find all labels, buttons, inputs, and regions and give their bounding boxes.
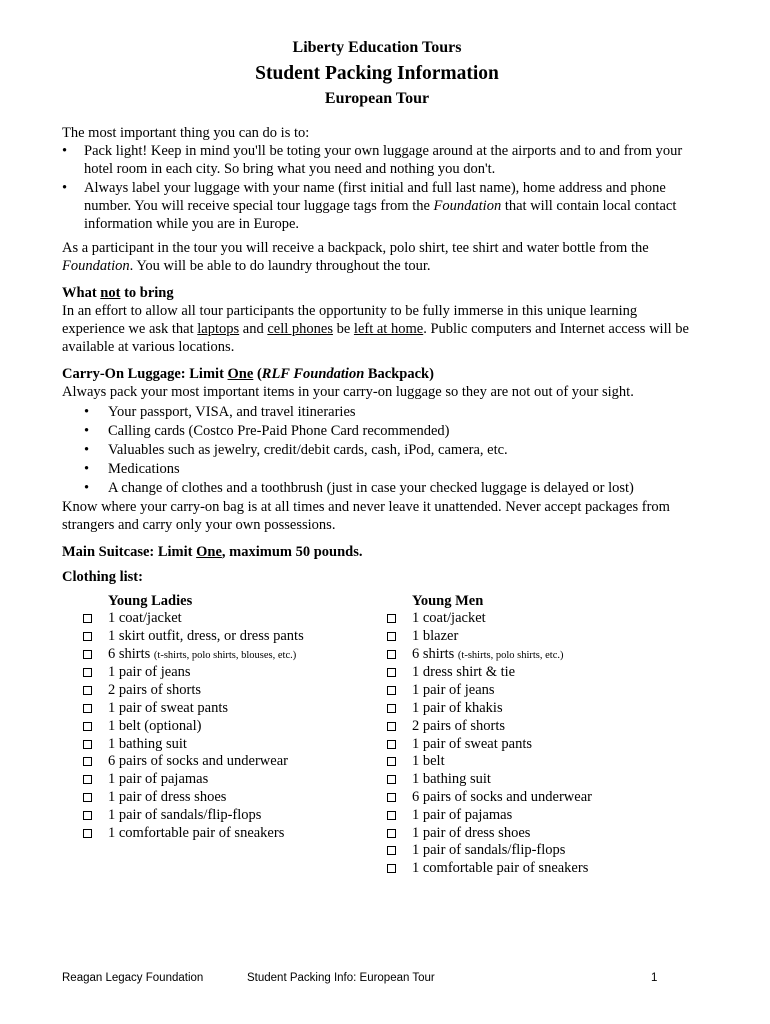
checkbox-icon[interactable] <box>83 793 92 802</box>
checkbox-icon[interactable] <box>387 668 396 677</box>
section-heading-not-bring: What not to bring <box>62 285 174 301</box>
intro-bullet-item: • Always label your luggage with your name (first initial and full last name), home address and phone number. You will receive special tour luggage tags from the Foundation that will contain local contact information while you are in Europe. <box>62 180 677 232</box>
checklist-item: 1 pair of sandals/flip-flops <box>82 807 372 825</box>
checklist-item: 1 pair of jeans <box>386 682 676 700</box>
intro-lead: The most important thing you can do is to: <box>62 125 310 141</box>
checkbox-icon[interactable] <box>387 811 396 820</box>
document-page <box>62 36 692 882</box>
ladies-column <box>82 592 372 842</box>
checkbox-icon[interactable] <box>83 650 92 659</box>
bullet-icon: • <box>62 180 68 196</box>
checklist-item: 1 pair of sweat pants <box>386 736 676 754</box>
checkbox-icon[interactable] <box>83 632 92 641</box>
participant-paragraph: As a participant in the tour you will receive a backpack, polo shirt, tee shirt and water bottle from the Foundation. You will be able to do laundry throughout the tour. <box>62 240 649 274</box>
section-heading-carry-on: Carry-On Luggage: Limit One (RLF Foundation Backpack) <box>62 366 434 382</box>
checklist-item: 1 belt <box>386 753 676 771</box>
checkbox-icon[interactable] <box>83 668 92 677</box>
checkbox-icon[interactable] <box>387 846 396 855</box>
checkbox-icon[interactable] <box>83 757 92 766</box>
checkbox-icon[interactable] <box>387 614 396 623</box>
men-column <box>386 592 676 878</box>
carry-on-item: • A change of clothes and a toothbrush (just in case your checked luggage is delayed or lost) <box>84 480 634 496</box>
shirts-note: (t-shirts, polo shirts, etc.) <box>457 649 564 661</box>
bullet-icon: • <box>84 461 90 477</box>
section-heading-main-suitcase: Main Suitcase: Limit One, maximum 50 pounds. <box>62 544 363 560</box>
checklist-item: 1 dress shirt & tie <box>386 664 676 682</box>
shirts-note: (t-shirts, polo shirts, blouses, etc.) <box>153 649 297 661</box>
checkbox-icon[interactable] <box>387 686 396 695</box>
page-title: Student Packing Information <box>255 63 499 84</box>
checkbox-icon[interactable] <box>387 740 396 749</box>
checkbox-icon[interactable] <box>83 614 92 623</box>
checklist-item: 6 pairs of socks and underwear <box>386 789 676 807</box>
org-name: Liberty Education Tours <box>292 39 462 56</box>
checklist-item: 1 skirt outfit, dress, or dress pants <box>82 628 372 646</box>
checkbox-icon[interactable] <box>83 775 92 784</box>
intro-bullet-list <box>62 142 692 233</box>
checkbox-icon[interactable] <box>387 757 396 766</box>
checklist-item: 1 blazer <box>386 628 676 646</box>
bullet-icon: • <box>84 442 90 458</box>
checklist-item: 1 bathing suit <box>386 771 676 789</box>
checklist-item: 1 pair of dress shoes <box>82 789 372 807</box>
men-checklist <box>386 610 676 878</box>
checklist-item: 1 pair of khakis <box>386 700 676 718</box>
bullet-icon: • <box>84 423 90 439</box>
checklist-item: 1 comfortable pair of sneakers <box>386 860 676 878</box>
checklist-item: 1 coat/jacket <box>82 610 372 628</box>
checklist-item: 6 pairs of socks and underwear <box>82 753 372 771</box>
not-bring-paragraph: In an effort to allow all tour participants the opportunity to be fully immerse in this unique learning experience we ask that laptops and cell phones be left at home. Public computers and Internet access will be available at various locations. <box>62 303 689 355</box>
men-column-title: Young Men <box>412 593 484 609</box>
footer-org: Reagan Legacy Foundation <box>62 972 204 984</box>
checklist-item: 2 pairs of shorts <box>82 682 372 700</box>
carry-on-item: • Your passport, VISA, and travel itineraries <box>84 404 356 420</box>
checklist-item: 1 belt (optional) <box>82 718 372 736</box>
page-number: 1 <box>651 972 658 984</box>
checklist-item: 1 pair of jeans <box>82 664 372 682</box>
checkbox-icon[interactable] <box>83 722 92 731</box>
page-subtitle: European Tour <box>324 90 430 107</box>
checklist-item: 1 bathing suit <box>82 736 372 754</box>
checkbox-icon[interactable] <box>387 722 396 731</box>
bullet-icon: • <box>84 404 90 420</box>
intro-bullet-item: • Pack light! Keep in mind you'll be toting your own luggage around at the airports and to and from your hotel room in each city. So bring what you need and nothing you don't. <box>62 143 683 177</box>
clothing-columns <box>62 592 692 882</box>
checkbox-icon[interactable] <box>387 775 396 784</box>
checkbox-icon[interactable] <box>83 704 92 713</box>
checklist-item: 1 pair of sweat pants <box>82 700 372 718</box>
section-heading-clothing: Clothing list: <box>62 569 143 585</box>
carry-on-item: • Valuables such as jewelry, credit/debit cards, cash, iPod, camera, etc. <box>84 442 508 458</box>
checkbox-icon[interactable] <box>387 632 396 641</box>
bullet-icon: • <box>62 143 68 159</box>
checklist-item: 1 pair of pajamas <box>386 807 676 825</box>
footer-doc-title: Student Packing Info: European Tour <box>247 972 435 984</box>
checkbox-icon[interactable] <box>387 650 396 659</box>
checklist-item: 1 pair of sandals/flip-flops <box>386 842 676 860</box>
checklist-item: 1 coat/jacket <box>386 610 676 628</box>
carry-on-list <box>62 403 692 497</box>
checkbox-icon[interactable] <box>387 704 396 713</box>
checkbox-icon[interactable] <box>83 829 92 838</box>
checkbox-icon[interactable] <box>387 829 396 838</box>
checkbox-icon[interactable] <box>83 740 92 749</box>
page-footer <box>62 972 662 990</box>
checklist-item: 1 pair of dress shoes <box>386 825 676 843</box>
carry-on-item: • Medications <box>84 461 180 477</box>
checkbox-icon[interactable] <box>387 864 396 873</box>
checklist-item: 6 shirts (t-shirts, polo shirts, etc.) <box>386 646 676 665</box>
bullet-icon: • <box>84 480 90 496</box>
ladies-checklist <box>82 610 372 842</box>
checklist-item: 6 shirts (t-shirts, polo shirts, blouses, etc.) <box>82 646 372 665</box>
checklist-item: 1 pair of pajamas <box>82 771 372 789</box>
carry-on-closing: Know where your carry-on bag is at all times and never leave it unattended. Never accept packages from strangers and carry only your own possessions. <box>62 499 670 533</box>
checklist-item: 2 pairs of shorts <box>386 718 676 736</box>
checkbox-icon[interactable] <box>387 793 396 802</box>
ladies-column-title: Young Ladies <box>108 593 193 609</box>
checkbox-icon[interactable] <box>83 811 92 820</box>
checklist-item: 1 comfortable pair of sneakers <box>82 825 372 843</box>
checkbox-icon[interactable] <box>83 686 92 695</box>
carry-on-lead: Always pack your most important items in your carry-on luggage so they are not out of your sight. <box>62 384 634 400</box>
carry-on-item: • Calling cards (Costco Pre-Paid Phone Card recommended) <box>84 423 450 439</box>
